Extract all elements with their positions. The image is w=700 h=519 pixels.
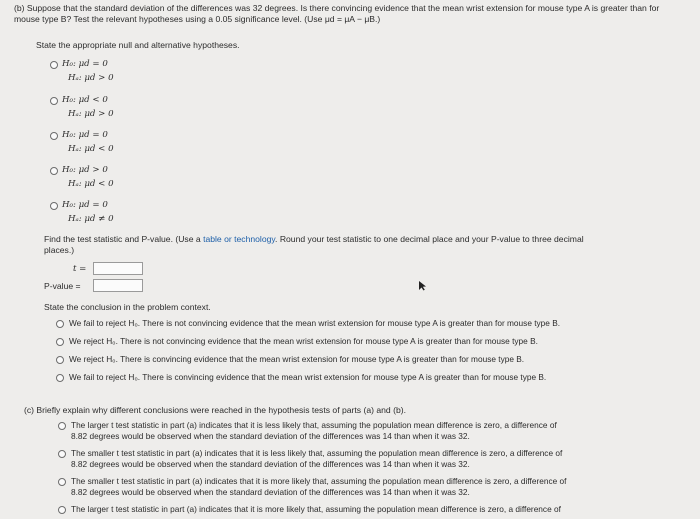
- explanation-option-3: [71, 476, 661, 497]
- hypothesis-radio-3[interactable]: [50, 132, 58, 140]
- hypothesis-5-alt: Hₐ: μd ≠ 0: [68, 214, 114, 224]
- table-or-technology-link[interactable]: table or technology: [203, 234, 276, 244]
- conclusion-radio-3[interactable]: [56, 356, 64, 364]
- explanation-4-line1: The larger t test statistic in part (a) indicates that it is more likely that, assuming the population mean difference is zero, a difference of: [71, 504, 561, 514]
- explanation-radio-1[interactable]: [58, 422, 66, 430]
- explanation-option-1: [71, 420, 661, 441]
- conclusion-radio-1[interactable]: [56, 320, 64, 328]
- conclusion-prompt: State the conclusion in the problem context.: [44, 302, 211, 312]
- conclusion-radio-4[interactable]: [56, 374, 64, 382]
- explanation-option-4: [71, 504, 661, 515]
- hypothesis-4-alt: Hₐ: μd < 0: [68, 179, 114, 189]
- t-label: t =: [73, 264, 87, 274]
- part-c-intro: (c) Briefly explain why different conclusions were reached in the hypothesis tests of parts (a) and (b).: [24, 405, 406, 415]
- explanation-1-line2: 8.82 degrees would be observed when the standard deviation of the differences was 14 than when it was 32.: [71, 430, 470, 441]
- test-prompt-text: Find the test statistic and P-value. (Use a: [44, 234, 204, 244]
- hypothesis-4-null: H₀: μd > 0: [62, 165, 108, 175]
- explanation-option-2: [71, 448, 661, 469]
- test-statistic-prompt: [44, 234, 584, 245]
- hypothesis-radio-5[interactable]: [50, 202, 58, 210]
- conclusion-option-2: We reject H₀. There is not convincing evidence that the mean wrist extension for mouse type A is greater than for mouse type B.: [69, 336, 538, 346]
- test-statistic-prompt-line2: places.): [44, 245, 75, 255]
- hypothesis-radio-1[interactable]: [50, 61, 58, 69]
- conclusion-option-3: We reject H₀. There is convincing evidence that the mean wrist extension for mouse type A is greater than for mouse type B.: [69, 354, 525, 364]
- hypothesis-radio-4[interactable]: [50, 167, 58, 175]
- test-prompt-text-end: . Round your test statistic to one decimal place and your P-value to three decimal: [275, 234, 584, 244]
- part-b-intro: (b) Suppose that the standard deviation of the differences was 32 degrees. Is there convincing evidence that the mean wrist extension for mouse type A is greater than for mouse type B? Test the relevant hypotheses using a 0.05 significance level. (Use μd = μA − μB.): [14, 3, 660, 24]
- hypothesis-2-null: H₀: μd < 0: [62, 95, 108, 105]
- p-value-label: P-value =: [44, 281, 81, 291]
- explanation-1-line1: The larger t test statistic in part (a) indicates that it is less likely that, assuming the population mean difference is zero, a difference of: [71, 420, 557, 430]
- mouse-cursor-icon: [418, 281, 427, 291]
- conclusion-option-4: We fail to reject H₀. There is convincing evidence that the mean wrist extension for mouse type A is greater than for mouse type B.: [69, 372, 547, 382]
- conclusion-radio-2[interactable]: [56, 338, 64, 346]
- hypothesis-3-alt: Hₐ: μd < 0: [68, 144, 114, 154]
- explanation-radio-4[interactable]: [58, 506, 66, 514]
- explanation-2-line1: The smaller t test statistic in part (a) indicates that it is less likely that, assuming the population mean difference is zero, a difference of: [71, 448, 563, 458]
- hypothesis-1-null: H₀: μd = 0: [62, 59, 108, 69]
- p-value-input[interactable]: [93, 279, 143, 292]
- conclusion-option-1: We fail to reject H₀. There is not convincing evidence that the mean wrist extension for mouse type A is greater than for mouse type B.: [69, 318, 561, 328]
- hypothesis-5-null: H₀: μd = 0: [62, 200, 108, 210]
- explanation-radio-3[interactable]: [58, 478, 66, 486]
- t-statistic-input[interactable]: [93, 262, 143, 275]
- hypotheses-prompt: State the appropriate null and alternative hypotheses.: [36, 40, 240, 50]
- explanation-2-line2: 8.82 degrees would be observed when the standard deviation of the differences was 14 than when it was 32.: [71, 458, 470, 469]
- hypothesis-1-alt: Hₐ: μd > 0: [68, 73, 114, 83]
- hypothesis-3-null: H₀: μd = 0: [62, 130, 108, 140]
- hypothesis-radio-2[interactable]: [50, 97, 58, 105]
- explanation-radio-2[interactable]: [58, 450, 66, 458]
- explanation-3-line2: 8.82 degrees would be observed when the standard deviation of the differences was 14 than when it was 32.: [71, 486, 470, 497]
- hypothesis-2-alt: Hₐ: μd > 0: [68, 109, 114, 119]
- explanation-3-line1: The smaller t test statistic in part (a) indicates that it is more likely that, assuming the population mean difference is zero, a difference of: [71, 476, 567, 486]
